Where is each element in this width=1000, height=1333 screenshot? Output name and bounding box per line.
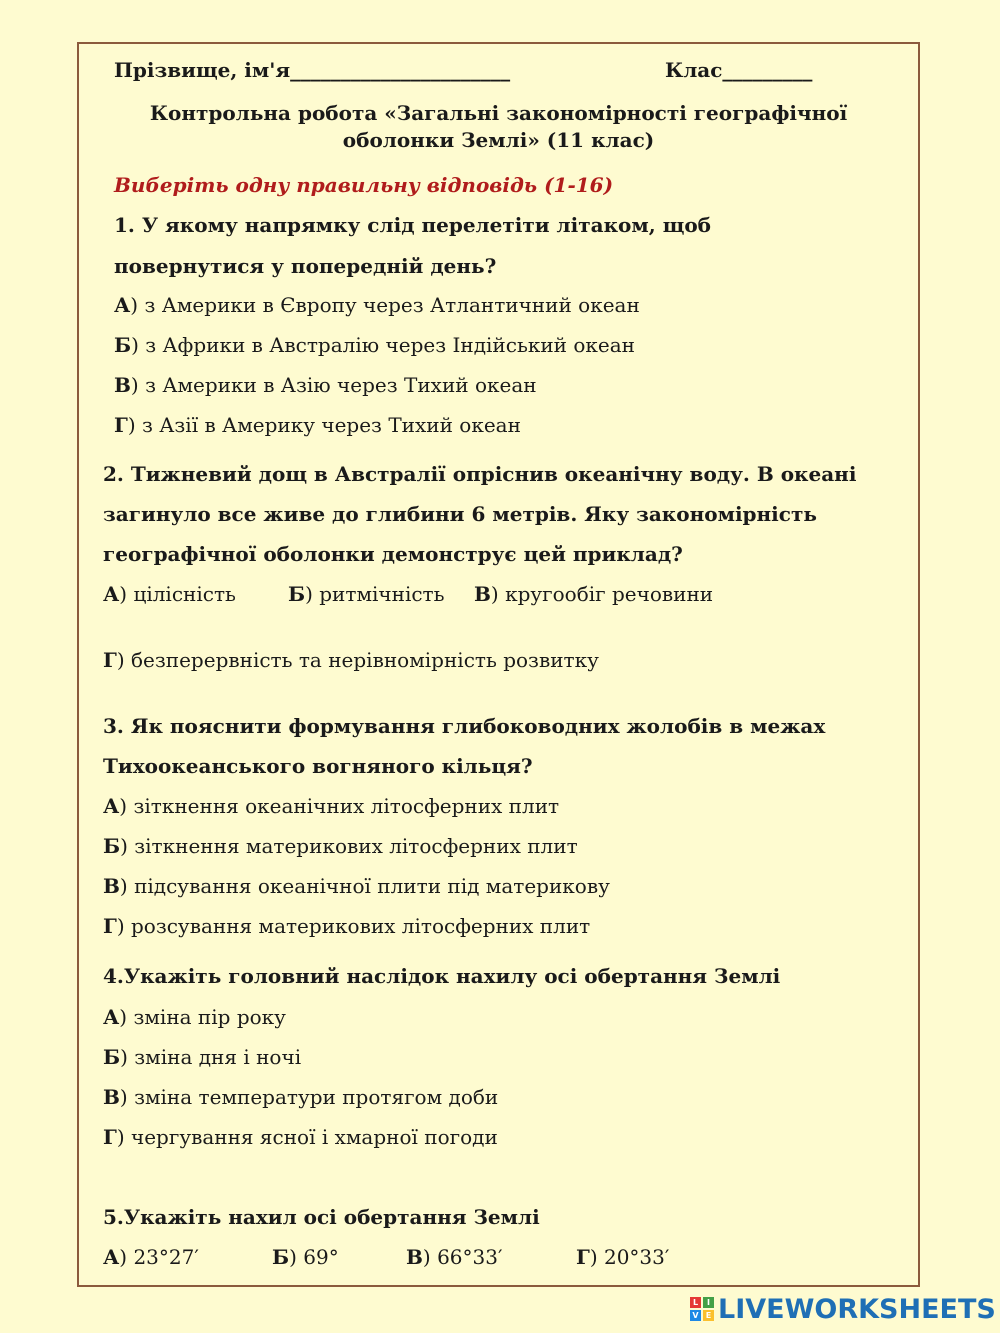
liveworksheets-logo[interactable]	[690, 1292, 996, 1326]
q1-option-c[interactable]	[114, 373, 537, 397]
option-letter: В	[114, 373, 131, 397]
option-letter: А	[103, 1245, 120, 1269]
option-text: ) з Африки в Австралію через Індійський океан	[131, 333, 635, 357]
q4-option-c[interactable]	[103, 1085, 498, 1109]
option-letter: Б	[103, 834, 121, 858]
option-text: ) з Америки в Азію через Тихий океан	[130, 373, 537, 397]
option-letter: Г	[103, 648, 117, 672]
option-text: ) розсування материкових літосферних плит	[116, 914, 591, 938]
question-4-line1: 4.Укажіть головний наслідок нахилу осі обертання Землі	[103, 964, 781, 988]
q2-option-d[interactable]	[103, 648, 599, 672]
option-letter: Г	[576, 1245, 590, 1269]
option-text: ) зміна температури протягом доби	[119, 1085, 499, 1109]
question-1-line1: 1. У якому напрямку слід перелетіти літаком, щоб	[114, 213, 712, 237]
q4-option-b[interactable]	[103, 1045, 301, 1069]
q3-option-b[interactable]	[103, 834, 578, 858]
q5-option-b[interactable]	[272, 1245, 339, 1269]
option-text: ) з Америки в Європу через Атлантичний океан	[130, 293, 640, 317]
q3-option-d[interactable]	[103, 914, 590, 938]
question-5-line1: 5.Укажіть нахил осі обертання Землі	[103, 1205, 540, 1229]
page-title-line1: Контрольна робота «Загальні закономірності географічної	[149, 101, 848, 125]
logo-letter: I	[703, 1297, 714, 1308]
logo-letter: E	[703, 1310, 714, 1321]
q2-option-b[interactable]	[288, 582, 445, 606]
question-3-line2: Тихоокеанського вогняного кільця?	[103, 754, 533, 778]
option-text: ) 23°27′	[119, 1245, 199, 1269]
question-2-line3: географічної оболонки демонструє цей приклад?	[103, 542, 683, 566]
logo-letter: L	[690, 1297, 701, 1308]
option-letter: А	[103, 1005, 120, 1029]
page-title-line2: оболонки Землі» (11 клас)	[342, 128, 655, 152]
option-text: ) з Азії в Америку через Тихий океан	[127, 413, 521, 437]
option-letter: Б	[103, 1045, 121, 1069]
option-letter: В	[103, 1085, 120, 1109]
option-letter: А	[103, 582, 120, 606]
q1-option-b[interactable]	[114, 333, 635, 357]
option-text: ) цілісність	[119, 582, 236, 606]
q3-option-a[interactable]	[103, 794, 559, 818]
option-text: ) кругообіг речовини	[490, 582, 714, 606]
q4-option-a[interactable]	[103, 1005, 286, 1029]
option-letter: А	[114, 293, 131, 317]
option-text: ) зіткнення материкових літосферних плит	[120, 834, 578, 858]
option-letter: Б	[272, 1245, 290, 1269]
option-text: ) 66°33′	[422, 1245, 503, 1269]
option-text: ) зміна дня і ночі	[120, 1045, 302, 1069]
logo-mark-icon	[690, 1297, 714, 1321]
question-2-line2: загинуло все живе до глибини 6 метрів. Яку закономірність	[103, 502, 817, 526]
option-letter: В	[406, 1245, 423, 1269]
option-text: ) зміна пір року	[119, 1005, 286, 1029]
option-letter: Б	[114, 333, 132, 357]
option-letter: Г	[114, 413, 128, 437]
option-text: ) ритмічність	[305, 582, 445, 606]
option-text: ) чергування ясної і хмарної погоди	[116, 1125, 498, 1149]
option-letter: Б	[288, 582, 306, 606]
option-text: ) безперервність та нерівномірність розвитку	[116, 648, 599, 672]
logo-letter: V	[690, 1310, 701, 1321]
question-2-line1: 2. Тижневий дощ в Австралії опріснив океанічну воду. В океані	[103, 462, 857, 486]
name-field-label: Прізвище, ім'я______________________	[114, 58, 511, 82]
option-letter: Г	[103, 1125, 117, 1149]
q1-option-a[interactable]	[114, 293, 640, 317]
instruction: Виберіть одну правильну відповідь (1-16)	[114, 173, 614, 197]
option-letter: В	[474, 582, 491, 606]
option-letter: Г	[103, 914, 117, 938]
q5-option-c[interactable]	[406, 1245, 503, 1269]
option-text: ) зіткнення океанічних літосферних плит	[119, 794, 560, 818]
question-1-line2: повернутися у попередній день?	[114, 254, 497, 278]
q3-option-c[interactable]	[103, 874, 610, 898]
class-field-label: Клас_________	[665, 58, 813, 82]
q2-option-a[interactable]	[103, 582, 236, 606]
q5-option-d[interactable]	[576, 1245, 669, 1269]
option-letter: В	[103, 874, 120, 898]
q1-option-d[interactable]	[114, 413, 521, 437]
question-3-line1: 3. Як пояснити формування глибоководних жолобів в межах	[103, 714, 826, 738]
option-text: ) 20°33′	[589, 1245, 670, 1269]
option-text: ) 69°	[289, 1245, 339, 1269]
q2-option-c[interactable]	[474, 582, 713, 606]
option-text: ) підсування океанічної плити під материкову	[119, 874, 610, 898]
brand-name: LIVEWORKSHEETS	[718, 1293, 996, 1325]
q4-option-d[interactable]	[103, 1125, 498, 1149]
q5-option-a[interactable]	[103, 1245, 199, 1269]
option-letter: А	[103, 794, 120, 818]
